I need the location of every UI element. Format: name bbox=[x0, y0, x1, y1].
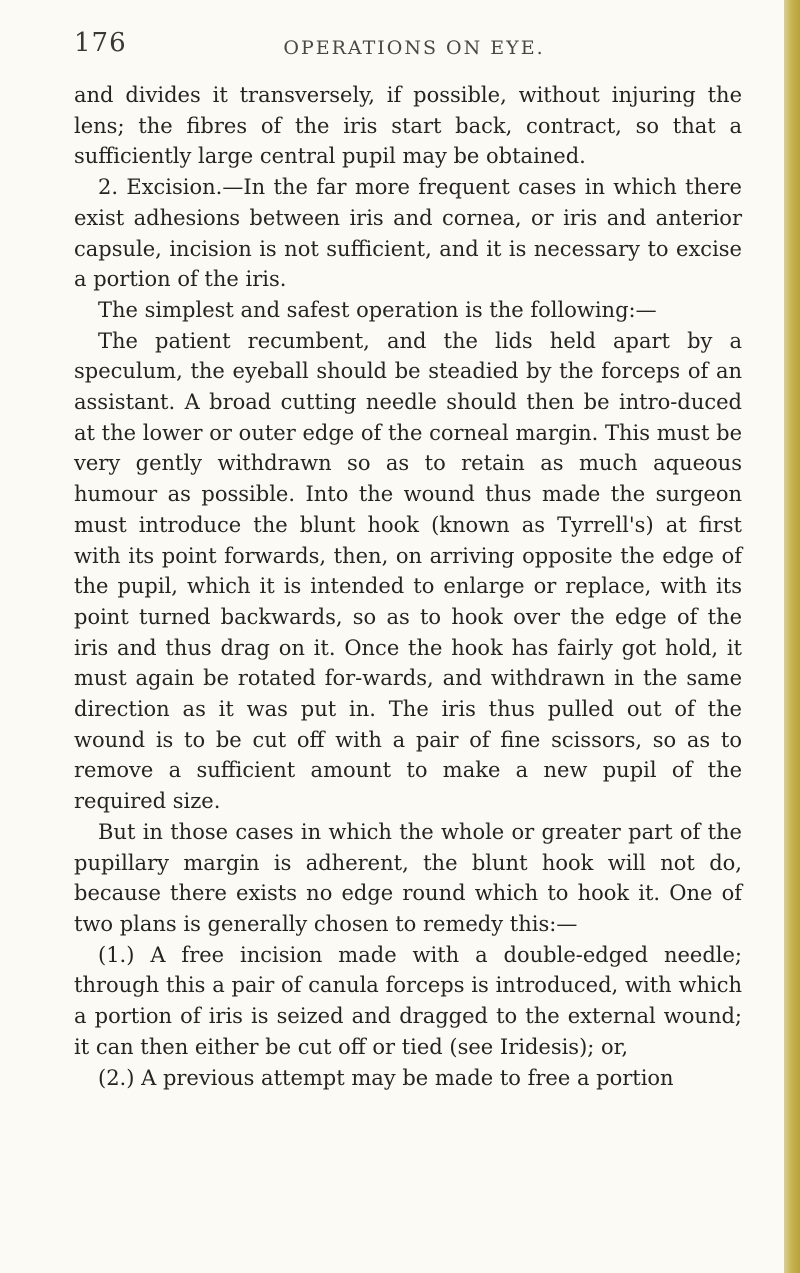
paragraph-1: and divides it transversely, if possible, without injuring the lens; the fibres of the iris start back, contract, so that a sufficiently large central pupil may be obtained. bbox=[74, 83, 742, 169]
page-header bbox=[74, 28, 714, 68]
page-number: 176 bbox=[74, 28, 127, 58]
paragraph-3: The simplest and safest operation is the following:— bbox=[98, 297, 657, 322]
paragraph-7: (2.) A previous attempt may be made to free a portion bbox=[98, 1065, 674, 1090]
page-edge bbox=[784, 0, 800, 1273]
running-head: OPERATIONS ON EYE. bbox=[283, 37, 545, 59]
paragraph-6: (1.) A free incision made with a double-edged needle; through this a pair of canula forceps is introduced, with which a portion of iris is seized and dragged to the external wound; it can then either be cut off or tied (see Iridesis); or, bbox=[74, 942, 742, 1059]
page-margin-bottom bbox=[74, 1013, 742, 1273]
paragraph-5: But in those cases in which the whole or greater part of the pupillary margin is adherent, the blunt hook will not do, because there exists no edge round which to hook it. One of two plans is generally chosen to remedy this:— bbox=[74, 819, 742, 936]
page-body bbox=[74, 80, 742, 1093]
paragraph-4: The patient recumbent, and the lids held apart by a speculum, the eyeball should be steadied by the forceps of an assistant. A broad cutting needle should then be intro-duced at the lower or outer edge of the corneal margin. This must be very gently withdrawn so as to retain as much aqueous humour as possible. Into the wound thus made the surgeon must introduce the blunt hook (known as Tyrrell's) at first with its point forwards, then, on arriving opposite the edge of the pupil, which it is intended to enlarge or replace, with its point turned backwards, so as to hook over the edge of the iris and thus drag on it. Once the hook has fairly got hold, it must again be rotated for-wards, and withdrawn in the same direction as it was put in. The iris thus pulled out of the wound is to be cut off with a pair of fine scissors, so as to remove a sufficient amount to make a new pupil of the required size. bbox=[74, 328, 742, 814]
paragraph-2: 2. Excision.—In the far more frequent cases in which there exist adhesions between iris and cornea, or iris and anterior capsule, incision is not sufficient, and it is necessary to excise a portion of the iris. bbox=[74, 175, 742, 292]
